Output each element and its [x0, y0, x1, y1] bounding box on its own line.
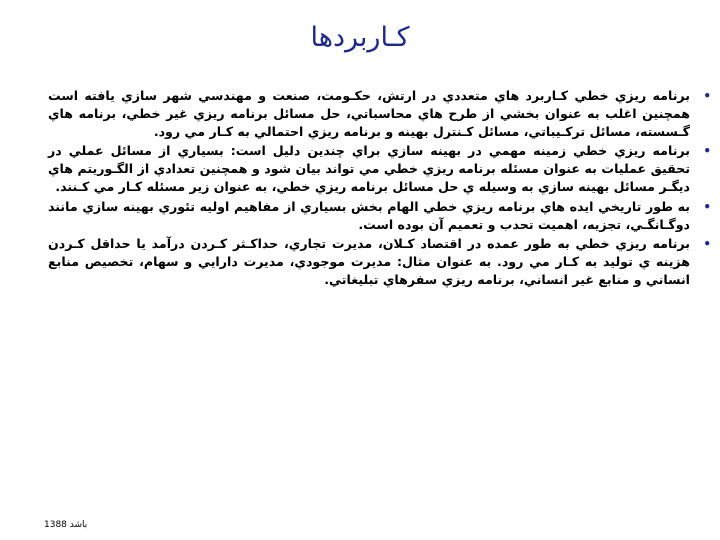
bullet-icon: •: [703, 89, 711, 103]
bullet-text: برنامه ريزي خطي كـاربرد هاي متعددي در ارتش، حكـومت، صنعت و مهندسي شهر سازي يافته است همچنين اغلب به عنوان بخشي از طرح هاي محاسباتي، حل مسائل برنامه ريزي غير خطي، برنامه هاي گـسسته، مسائل تركـيباتي، مسائل كـنترل بهينه و برنامه ريزي احتمالي به كـار مي رود.: [48, 88, 690, 140]
bullet-text: به طور تاريخي ايده هاي برنامه ريزي خطي الهام بخش بسياري از مفاهيم اوليه تئوري بهينه سازي مانند دوگـانگـي، تجزيه، اهميت تحدب و تعميم آن بوده است.: [48, 198, 690, 232]
bullet-item: [48, 87, 711, 141]
bullet-icon: •: [703, 199, 711, 214]
bullet-list: [48, 87, 711, 290]
bullet-text: برنامه ريزي خطي زمينه مهمي در بهينه سازي براي چندين دليل است: بسياري از مسائل عملي در تحقيق عمليات به عنوان مسئله برنامه ريزي خطي مي تواند بيان شود و همچنين تعدادي از الگـوريتم هاي ديگـر مسائل بهينه سازي به وسيله ي حل مسائل برنامه ريزي خطي، به عنوان زير مسئله كـار مي كـنند.: [48, 143, 690, 195]
bullet-item: [48, 235, 711, 289]
bullet-icon: •: [703, 236, 711, 251]
slide-title: کـاربردها: [310, 22, 410, 53]
bullet-icon: •: [703, 144, 711, 159]
bullet-text: برنامه ريزي خطي به طور عمده در اقتصاد كـلان، مديرت تجاري، حداكـثر كـردن درآمد يا حداقل كـردن هزينه ي توليد به كـار مي رود. به عنوان مثال: مديرت موجودي، مديرت دارايي و سهام، تخصيص منابع انساني و منابع غير انساني، برنامه ريزي سفرهاي تبليغاتي.: [48, 235, 690, 287]
bullet-item: [48, 142, 711, 196]
footer-note: باشد 1388: [44, 520, 88, 530]
bullet-item: [48, 198, 711, 234]
